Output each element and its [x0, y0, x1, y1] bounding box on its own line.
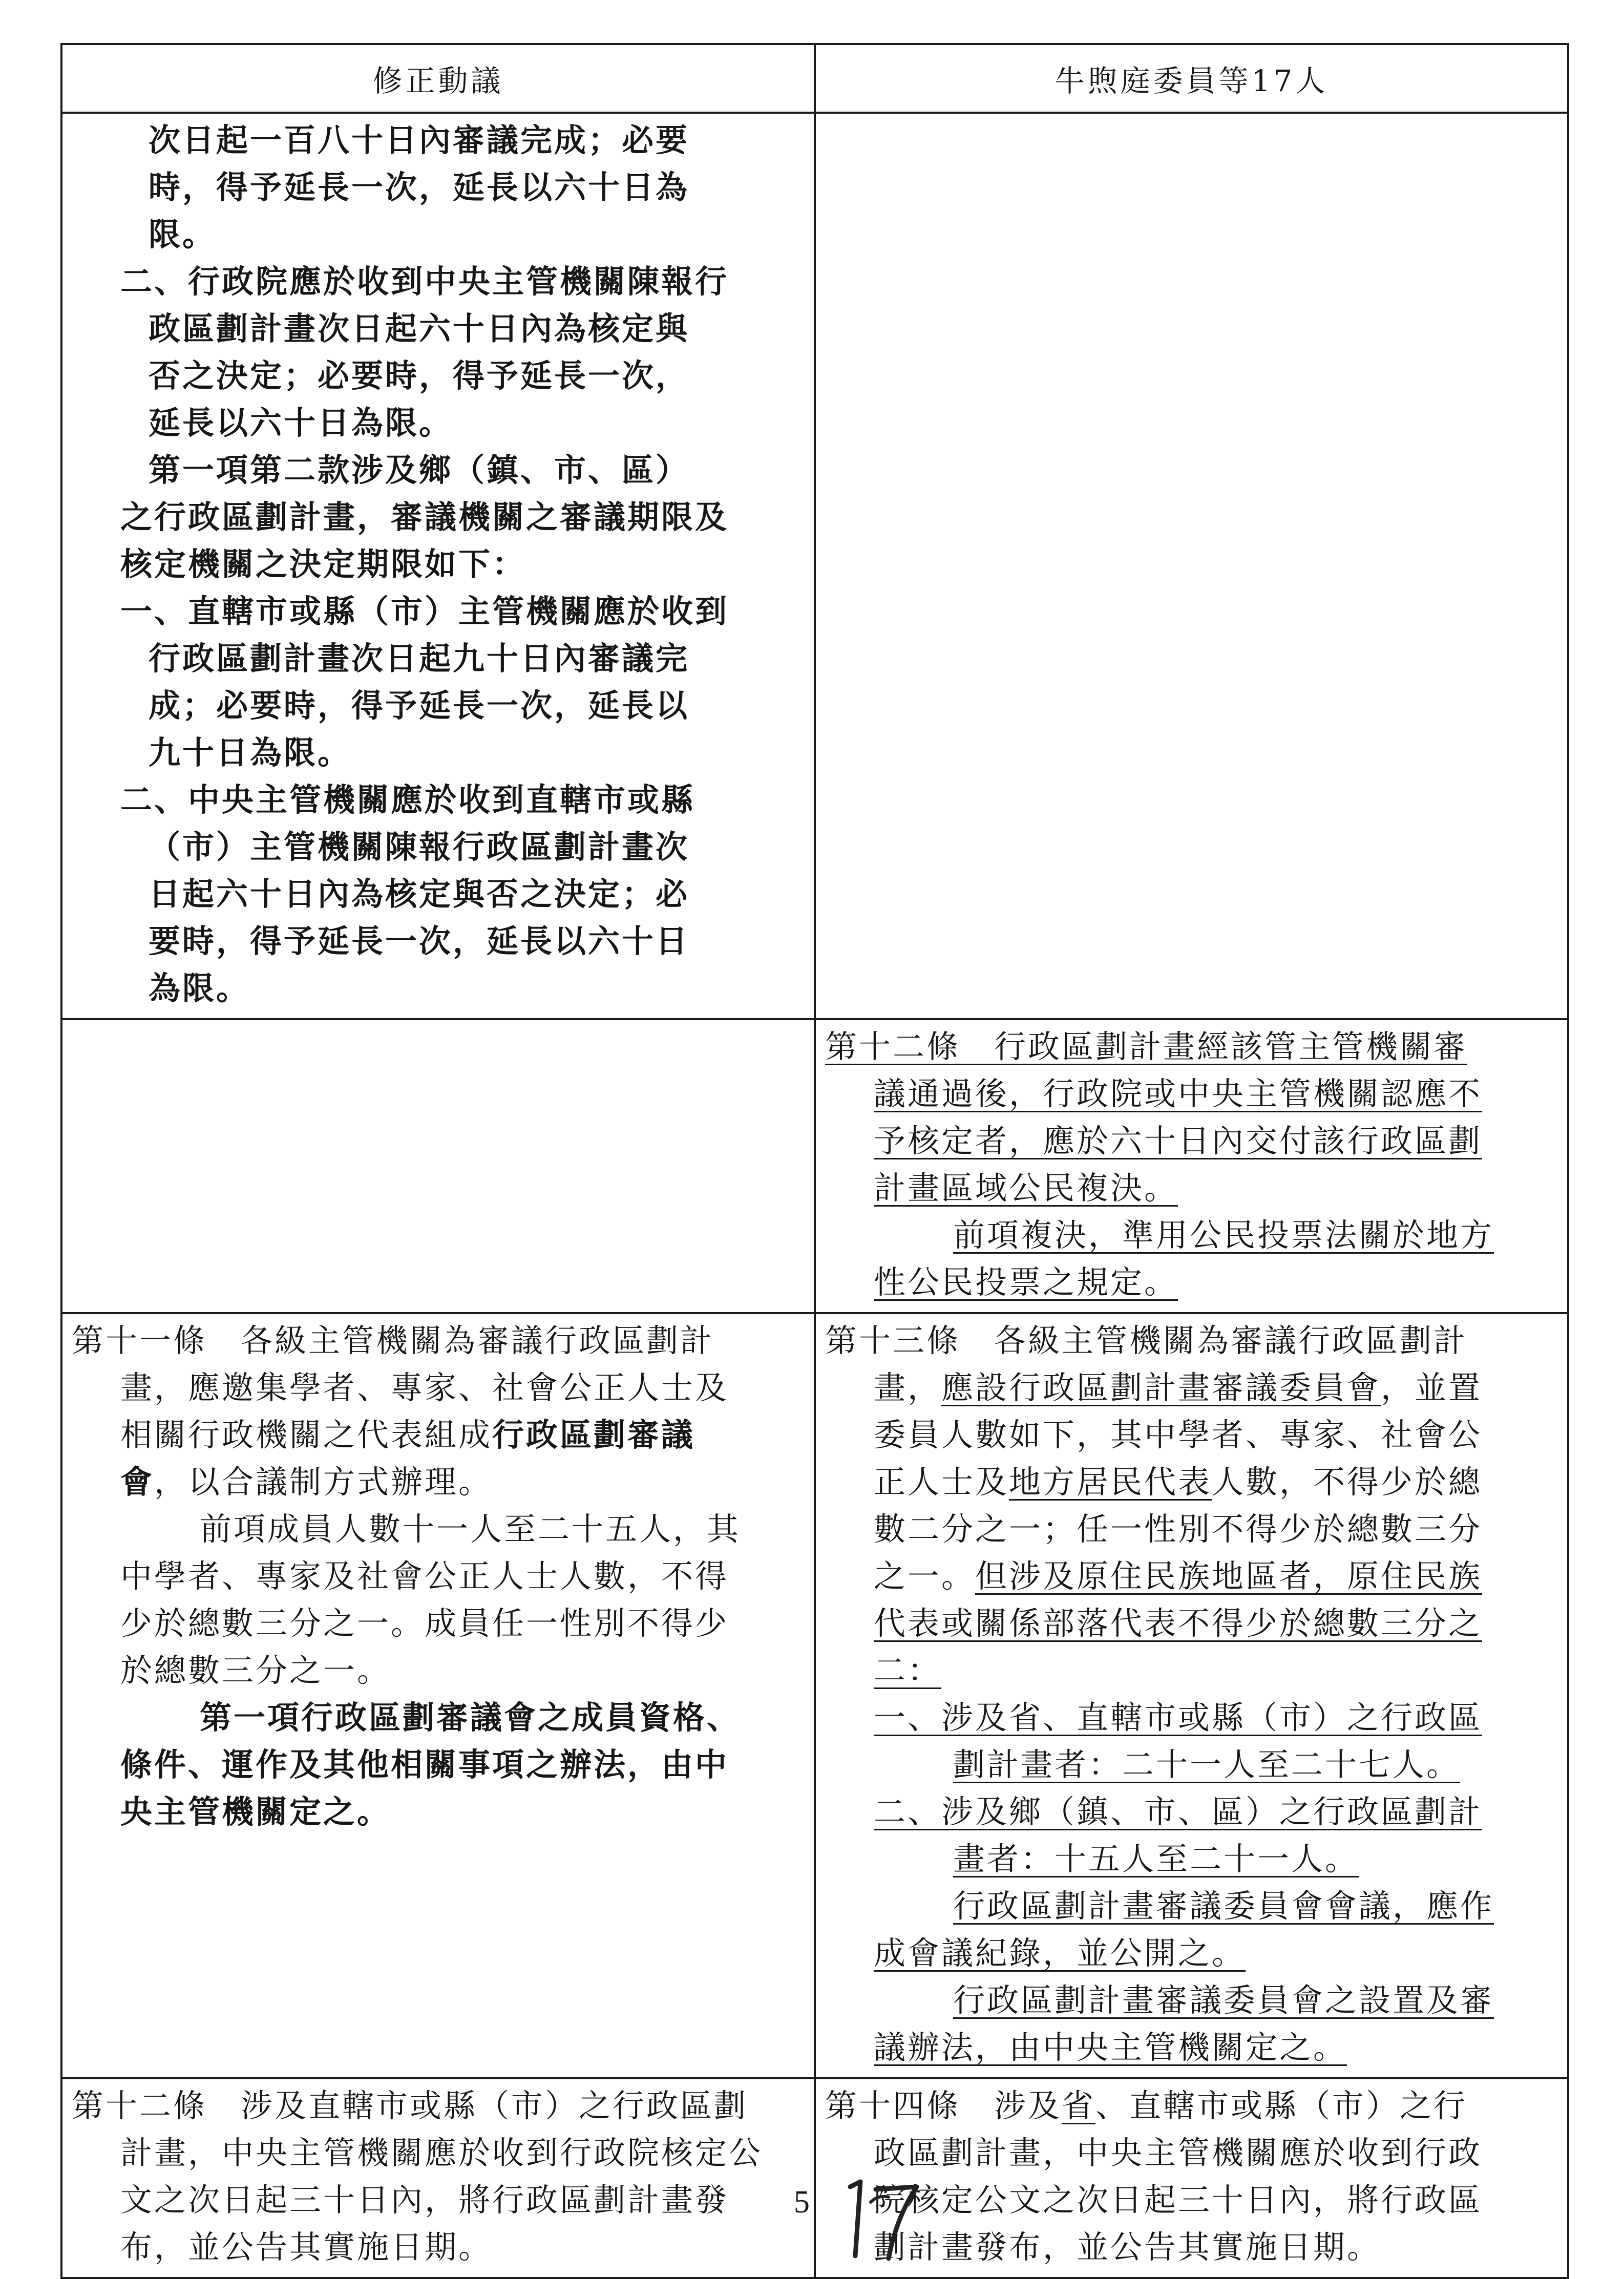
text-line: 延長以六十日為限。 [149, 404, 453, 441]
text-line: 前項複決，準用公民投票法關於地方 [953, 1216, 1494, 1254]
text-run: ，以合議制方式辦理。 [154, 1463, 493, 1501]
text-line: 文之次日起三十日內，將行政區劃計畫發 [120, 2181, 729, 2219]
text-line: 二、涉及鄉（鎮、市、區）之行政區劃計 [874, 1793, 1483, 1830]
text-line: 性公民投票之規定。 [874, 1263, 1178, 1301]
text-line: 成；必要時，得予延長一次，延長以 [149, 687, 690, 724]
text-run-underlined: 省 [1062, 2087, 1096, 2124]
text-line: 央主管機關定之。 [120, 1793, 391, 1830]
text-line: 委員人數如下，其中學者、專家、社會公 [874, 1416, 1483, 1453]
text-line: 議辦法，由中央主管機關定之。 [874, 2029, 1347, 2066]
row1-left-cell [61, 113, 815, 1019]
text-line-mixed [72, 1459, 809, 1506]
text-line: 少於總數三分之一。成員任一性別不得少 [120, 1605, 729, 1642]
text-run-bold: 會 [120, 1463, 155, 1501]
text-run: 、直轄市或縣（市）之行 [1095, 2087, 1468, 2124]
text-line: 一、涉及省、直轄市或縣（市）之行政區 [874, 1699, 1483, 1736]
text-line: 否之決定；必要時，得予延長一次， [149, 357, 690, 394]
header-amendment: 修正動議 [61, 44, 815, 113]
text-line: （市）主管機關陳報行政區劃計畫次 [149, 828, 690, 866]
text-line-mixed [825, 2082, 1562, 2129]
row4-right-cell [815, 2078, 1568, 2278]
text-line: 於總數三分之一。 [120, 1652, 391, 1689]
row4-left-cell [61, 2078, 815, 2278]
text-line: 前項成員人數十一人至二十五人，其 [200, 1510, 741, 1548]
text-line: 九十日為限。 [149, 734, 352, 771]
handwritten-initials [840, 2166, 927, 2264]
text-line: 行政區劃計畫審議委員會之設置及審 [953, 1981, 1494, 2019]
row2-left-cell [61, 1019, 815, 1313]
table-header-row [61, 44, 1568, 113]
text-line: 第十二條 行政區劃計畫經該管主管機關審 [825, 1028, 1468, 1065]
text-line: 二、中央主管機關應於收到直轄市或縣 [120, 781, 695, 818]
text-line: 行政區劃計畫次日起九十日內審議完 [149, 640, 690, 677]
table-row [61, 1019, 1568, 1313]
text-line-mixed [825, 1459, 1562, 1506]
text-line: 劃計畫發布，並公告其實施日期。 [874, 2228, 1381, 2266]
text-run: 之一。 [874, 1557, 976, 1595]
text-line: 時，得予延長一次，延長以六十日為 [149, 168, 690, 206]
text-line: 畫者：十五人至二十一人。 [953, 1840, 1359, 1877]
text-line: 政區劃計畫，中央主管機關應於收到行政 [874, 2134, 1483, 2171]
row3-left-cell [61, 1313, 815, 2078]
text-line: 行政區劃計畫審議委員會會議，應作 [953, 1887, 1494, 1925]
text-line: 第十三條 各級主管機關為審議行政區劃計 [825, 1322, 1468, 1359]
text-run-underlined: 但涉及原住民族地區者，原住民族 [975, 1557, 1483, 1595]
text-line-mixed [825, 1364, 1562, 1411]
text-line: 畫，應邀集學者、專家、社會公正人士及 [120, 1369, 729, 1406]
comparison-table [60, 43, 1569, 2279]
text-line-mixed [825, 1553, 1562, 1600]
row1-right-cell [815, 113, 1568, 1019]
table-row [61, 1313, 1568, 2078]
row3-right-cell [815, 1313, 1568, 2078]
text-run: 畫， [874, 1369, 942, 1406]
text-line: 中學者、專家及社會公正人士人數，不得 [120, 1557, 729, 1595]
table-row [61, 113, 1568, 1019]
text-line: 次日起一百八十日內審議完成；必要 [149, 121, 690, 159]
text-line: 劃計畫者：二十一人至二十七人。 [953, 1746, 1461, 1783]
text-line: 日起六十日內為核定與否之決定；必 [149, 875, 690, 913]
text-line-mixed [72, 1411, 809, 1459]
text-line: 成會議紀錄，並公開之。 [874, 1934, 1246, 1972]
text-line: 核定機關之決定期限如下： [120, 545, 526, 583]
text-run: 第十四條 涉及 [825, 2087, 1062, 2124]
text-line: 院核定公文之次日起三十日內，將行政區 [874, 2181, 1483, 2219]
text-line: 第一項第二款涉及鄉（鎮、市、區） [149, 451, 690, 489]
row2-right-cell [815, 1019, 1568, 1313]
text-run: 正人士及 [874, 1463, 1009, 1501]
text-line: 二： [874, 1652, 942, 1689]
text-line: 之行政區劃計畫，審議機關之審議期限及 [120, 498, 729, 536]
text-line: 要時，得予延長一次，延長以六十日 [149, 922, 690, 960]
text-line: 議通過後，行政院或中央主管機關認應不 [874, 1075, 1483, 1112]
text-line: 政區劃計畫次日起六十日內為核定與 [149, 310, 690, 347]
text-line: 為限。 [149, 969, 250, 1007]
text-line: 二、行政院應於收到中央主管機關陳報行 [120, 263, 729, 300]
text-line: 布，並公告其實施日期。 [120, 2228, 493, 2266]
header-proposer: 牛煦庭委員等17人 [815, 44, 1568, 113]
text-line: 限。 [149, 216, 217, 253]
table-row [61, 2078, 1568, 2278]
page-number: 5 [794, 2185, 810, 2220]
text-run-underlined: 地方居民代表 [1009, 1463, 1212, 1501]
text-run: 相關行政機關之代表組成 [120, 1416, 493, 1453]
text-line: 第十二條 涉及直轄市或縣（市）之行政區劃 [72, 2087, 748, 2124]
text-line: 第一項行政區劃審議會之成員資格、 [200, 1699, 741, 1736]
text-line: 第十一條 各級主管機關為審議行政區劃計 [72, 1322, 714, 1359]
text-line: 條件、運作及其他相關事項之辦法，由中 [120, 1746, 729, 1783]
text-line: 計畫區域公民複決。 [874, 1169, 1178, 1207]
text-run: ，並置 [1381, 1369, 1483, 1406]
text-run-bold: 行政區劃審議 [492, 1416, 695, 1453]
text-run-underlined: 應設行政區劃計畫審議委員會 [941, 1369, 1381, 1406]
text-line: 數二分之一；任一性別不得少於總數三分 [874, 1510, 1483, 1548]
text-line: 代表或關係部落代表不得少於總數三分之 [874, 1605, 1483, 1642]
text-run: 人數，不得少於總 [1212, 1463, 1483, 1501]
text-line: 計畫，中央主管機關應於收到行政院核定公 [120, 2134, 763, 2171]
text-line: 一、直轄市或縣（市）主管機關應於收到 [120, 593, 729, 630]
text-line: 予核定者，應於六十日內交付該行政區劃 [874, 1122, 1483, 1159]
